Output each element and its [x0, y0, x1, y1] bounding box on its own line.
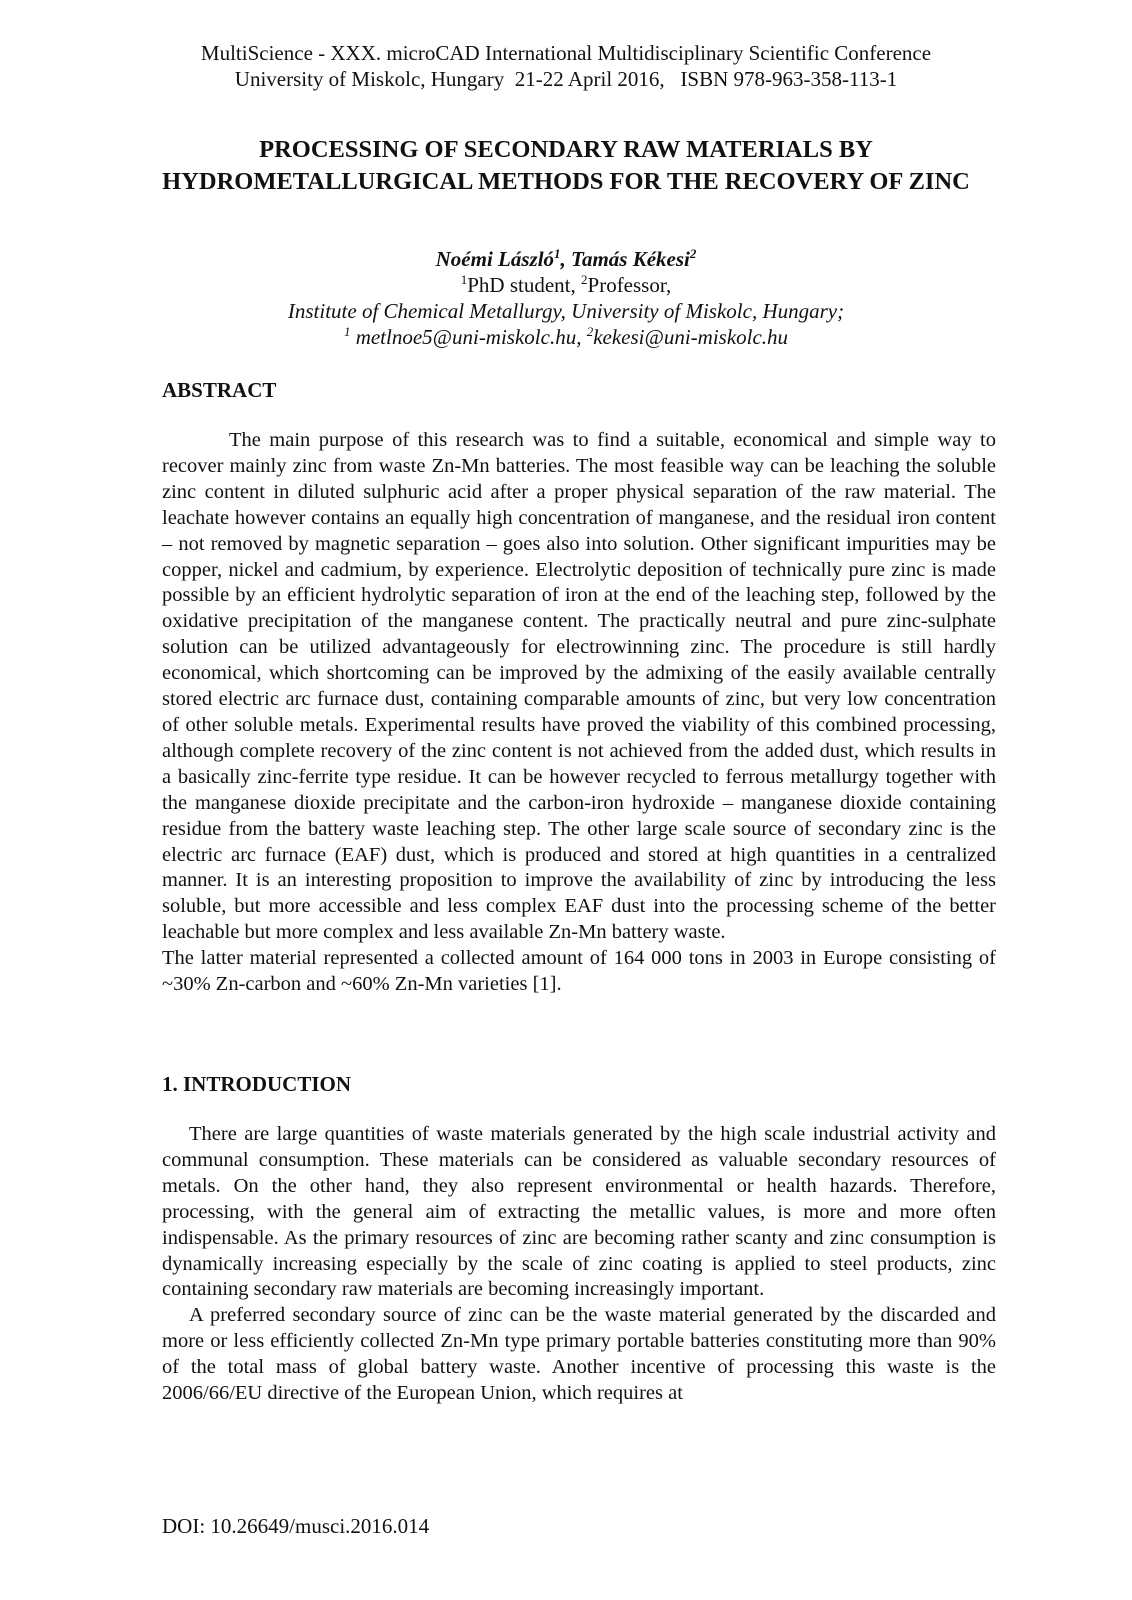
- conference-header: [0, 40, 1132, 92]
- header-line-conference: MultiScience - XXX. microCAD International Multidisciplinary Scientific Conference: [200, 41, 932, 65]
- introduction-heading: 1. INTRODUCTION: [162, 1072, 352, 1096]
- role-2: Professor,: [587, 273, 672, 297]
- abstract-heading: ABSTRACT: [162, 378, 277, 402]
- abstract-paragraph-2: The latter material represented a collected amount of 164 000 tons in 2003 in Europe consisting of ~30% Zn-carbon and ~60% Zn-Mn varieties [1].: [162, 947, 996, 996]
- introduction-paragraph-2: A preferred secondary source of zinc can be the waste material generated by the discarded and more or less efficiently collected Zn-Mn type primary portable batteries constituting more than 90% of the total mass of global battery waste. Another incentive of processing this waste is the 2006/66/EU directive of the European Union, which requires at: [162, 1304, 996, 1405]
- email-2-sup: 2: [586, 324, 594, 339]
- author-block: [0, 246, 1132, 350]
- author-roles: [0, 272, 1132, 298]
- introduction-paragraph-1: There are large quantities of waste materials generated by the high scale industrial activity and communal consumption. These materials can be considered as valuable secondary resources of metals. On the other hand, they also represent environmental or health hazards. Therefore, processing, with the general aim of extracting the metallic values, is more and more often indispensable. As the primary resources of zinc are becoming rather scanty and zinc consumption is dynamically increasing especially by the scale of zinc coating is applied to steel products, zinc containing secondary raw materials are becoming increasingly important.: [162, 1123, 996, 1301]
- abstract-paragraph: The main purpose of this research was to find a suitable, economical and simple way to recover mainly zinc from waste Zn-Mn batteries. The most feasible way can be leaching the soluble zinc content in diluted sulphuric acid after a proper physical separation of the raw material. The leachate however contains an equally high concentration of manganese, and the residual iron content – not removed by magnetic separation – goes also into solution. Other significant impurities may be copper, nickel and cadmium, by experience. Electrolytic deposition of technically pure zinc is made possible by an efficient hydrolytic separation of iron at the end of the leaching step, followed by the oxidative precipitation of the manganese content. The practically neutral and pure zinc-sulphate solution can be utilized advantageously for electrowinning zinc. The procedure is still hardly economical, which shortcoming can be improved by the admixing of the easily available centrally stored electric arc furnace dust, containing comparable amounts of zinc, but very low concentration of other soluble metals. Experimental results have proved the viability of this combined processing, although complete recovery of the zinc content is not achieved from the added dust, which results in a basically zinc-ferrite type residue. It can be however recycled to ferrous metallurgy together with the manganese dioxide precipitate and the carbon-iron hydroxide – manganese dioxide containing residue from the battery waste leaching step. The other large scale source of secondary zinc is the electric arc furnace (EAF) dust, which is produced and stored at high quantities in a centralized manner. It is an interesting proposition to improve the availability of zinc by introducing the less soluble, but more accessible and less complex EAF dust into the processing scheme of the better leachable but more complex and less available Zn-Mn battery waste.: [162, 429, 996, 944]
- author-1-name: Noémi László: [435, 247, 555, 271]
- abstract-body: [162, 428, 996, 998]
- role-1: PhD student,: [467, 273, 582, 297]
- doi-footer: DOI: 10.26649/musci.2016.014: [162, 1514, 430, 1538]
- role-1-sup: 1: [460, 272, 468, 287]
- paper-title: PROCESSING OF SECONDARY RAW MATERIALS BY HYDROMETALLURGICAL METHODS FOR THE RECOVERY OF ZINC: [162, 136, 970, 195]
- email-1-link[interactable]: metlnoe5@uni-miskolc.hu,: [350, 325, 587, 349]
- author-2-sup: 2: [689, 246, 697, 261]
- header-line-university: University of Miskolc, Hungary 21-22 April 2016, ISBN 978-963-358-113-1: [234, 67, 898, 91]
- author-1-sup: 1: [554, 246, 561, 261]
- email-2-link[interactable]: kekesi@uni-miskolc.hu: [593, 325, 789, 349]
- author-emails: [0, 324, 1132, 350]
- role-2-sup: 2: [581, 272, 588, 287]
- email-1-sup: 1: [343, 324, 351, 339]
- author-separator: ,: [560, 247, 572, 271]
- author-names: [0, 246, 1132, 272]
- introduction-body: [162, 1122, 996, 1407]
- affiliation: Institute of Chemical Metallurgy, University of Miskolc, Hungary;: [287, 299, 845, 323]
- author-2-name: Tamás Kékesi: [571, 247, 690, 271]
